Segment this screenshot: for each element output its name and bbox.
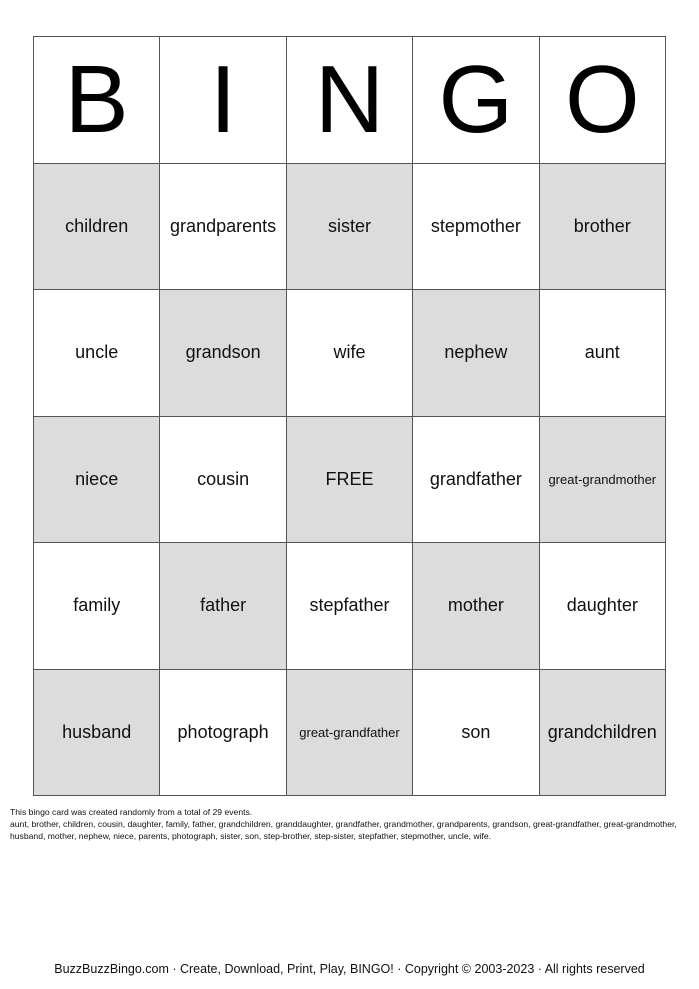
bingo-cell[interactable]: grandchildren — [540, 670, 666, 797]
header-letter-i: I — [160, 37, 286, 164]
bingo-cell[interactable]: son — [413, 670, 539, 797]
bingo-cell[interactable]: grandparents — [160, 164, 286, 291]
bingo-cell[interactable]: stepmother — [413, 164, 539, 291]
footer-copyright: BuzzBuzzBingo.com · Create, Download, Print, Play, BINGO! · Copyright © 2003-2023 · All rights reserved — [54, 962, 645, 976]
bingo-cell[interactable]: nephew — [413, 290, 539, 417]
bingo-card — [33, 36, 666, 796]
card-info-note — [10, 806, 690, 842]
note-word-list: aunt, brother, children, cousin, daughter, family, father, grandchildren, granddaughter, grandfather, grandmother, grandparents, grandson, great-grandfather, great-grandmother, husband, mother, nephew, niece, parents, photograph, sister, son, step-brother, step-sister, stepfather, stepmother, uncle, wife. — [10, 819, 677, 841]
header-letter-b: B — [34, 37, 160, 164]
bingo-cell[interactable]: photograph — [160, 670, 286, 797]
bingo-cell[interactable]: father — [160, 543, 286, 670]
bingo-cell[interactable]: aunt — [540, 290, 666, 417]
header-letter-n: N — [287, 37, 413, 164]
bingo-cell[interactable]: daughter — [540, 543, 666, 670]
bingo-cell[interactable]: stepfather — [287, 543, 413, 670]
bingo-cell[interactable]: children — [34, 164, 160, 291]
bingo-cell[interactable]: family — [34, 543, 160, 670]
bingo-cell[interactable]: cousin — [160, 417, 286, 544]
header-letter-g: G — [413, 37, 539, 164]
bingo-cell[interactable]: grandson — [160, 290, 286, 417]
bingo-cell[interactable]: sister — [287, 164, 413, 291]
bingo-cell[interactable]: husband — [34, 670, 160, 797]
bingo-cell[interactable]: great-grandmother — [540, 417, 666, 544]
bingo-cell[interactable]: mother — [413, 543, 539, 670]
bingo-cell[interactable]: great-grandfather — [287, 670, 413, 797]
bingo-cell[interactable]: uncle — [34, 290, 160, 417]
header-letter-o: O — [540, 37, 666, 164]
bingo-cell[interactable]: niece — [34, 417, 160, 544]
bingo-cell[interactable]: grandfather — [413, 417, 539, 544]
note-summary: This bingo card was created randomly from a total of 29 events. — [10, 807, 253, 817]
bingo-cell[interactable]: wife — [287, 290, 413, 417]
free-space-cell[interactable]: FREE — [287, 417, 413, 544]
bingo-cell[interactable]: brother — [540, 164, 666, 291]
